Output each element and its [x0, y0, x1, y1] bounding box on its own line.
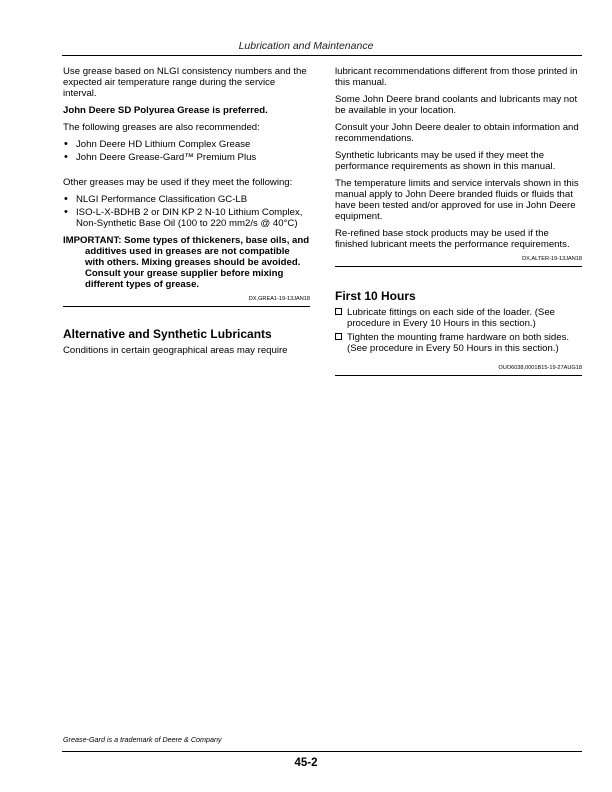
paragraph: lubricant recommendations different from those printed in this manual.: [335, 66, 578, 88]
other-greases-text: Other greases may be used if they meet the following:: [63, 177, 293, 188]
left-column: [63, 66, 310, 362]
reference-code: OUO6038,0001B15-19-27AUG18: [498, 365, 582, 371]
list-item: • John Deere HD Lithium Complex Grease: [63, 139, 310, 150]
trademark-footnote: Grease-Gard is a trademark of Deere & Company: [63, 735, 222, 744]
maintenance-checklist: [335, 307, 582, 354]
alt-lubricants-heading: Alternative and Synthetic Lubricants: [63, 327, 272, 341]
paragraph: Synthetic lubricants may be used if they meet the performance requirements as shown in this manual.: [335, 150, 556, 172]
reference-code: DX,ALTER-19-13JAN18: [522, 256, 582, 262]
checklist-item-text: Lubricate fittings on each side of the loader. (See procedure in Every 10 Hours in this section.): [347, 307, 555, 329]
checkbox-icon: [335, 308, 342, 315]
running-header: Lubrication and Maintenance: [238, 40, 374, 52]
recommended-list: [63, 139, 310, 163]
first-10-hours-heading: First 10 Hours: [335, 289, 416, 303]
reference-code: DX,GREA1-19-13JAN18: [248, 296, 310, 302]
list-item: • John Deere Grease-Gard™ Premium Plus: [63, 152, 310, 163]
list-item: • ISO-L-X-BDHB 2 or DIN KP 2 N-10 Lithium Complex, Non-Synthetic Base Oil (100 to 220 mm2/s @ 40°C): [63, 207, 310, 229]
checklist-item: [335, 307, 582, 329]
also-recommended-text: The following greases are also recommended:: [63, 122, 260, 133]
other-greases-list: [63, 194, 310, 229]
checklist-item: [335, 332, 582, 354]
checklist-item-text: Tighten the mounting frame hardware on both sides. (See procedure in Every 50 Hours in this section.): [347, 332, 570, 354]
section-rule: [335, 375, 582, 376]
header-rule: [62, 55, 582, 56]
footer-rule: [62, 751, 582, 752]
paragraph: The temperature limits and service intervals shown in this manual apply to John Deere branded fluids or fluids that have been tested and/or approved for use in John Deere equipment.: [335, 178, 579, 222]
paragraph: Re-refined base stock products may be used if the finished lubricant meets the performance requirements.: [335, 228, 570, 250]
paragraph: Consult your John Deere dealer to obtain information and recommendations.: [335, 122, 579, 144]
preferred-grease: John Deere SD Polyurea Grease is preferred.: [63, 105, 268, 116]
paragraph: Some John Deere brand coolants and lubricants may not be available in your location.: [335, 94, 578, 116]
page-number: 45-2: [294, 757, 318, 769]
alt-lubricants-text: Conditions in certain geographical areas may require: [63, 345, 288, 356]
important-notice: IMPORTANT: Some types of thickeners, base oils, and additives used in greases are not compatible with others. Mixing greases should be avoided. Consult your grease supplier before mixing different types of grease.: [63, 235, 310, 290]
right-column: [335, 66, 582, 376]
grease-intro: Use grease based on NLGI consistency numbers and the expected air temperature range during the service interval.: [63, 66, 307, 99]
checkbox-icon: [335, 333, 342, 340]
list-item: • NLGI Performance Classification GC-LB: [63, 194, 310, 205]
